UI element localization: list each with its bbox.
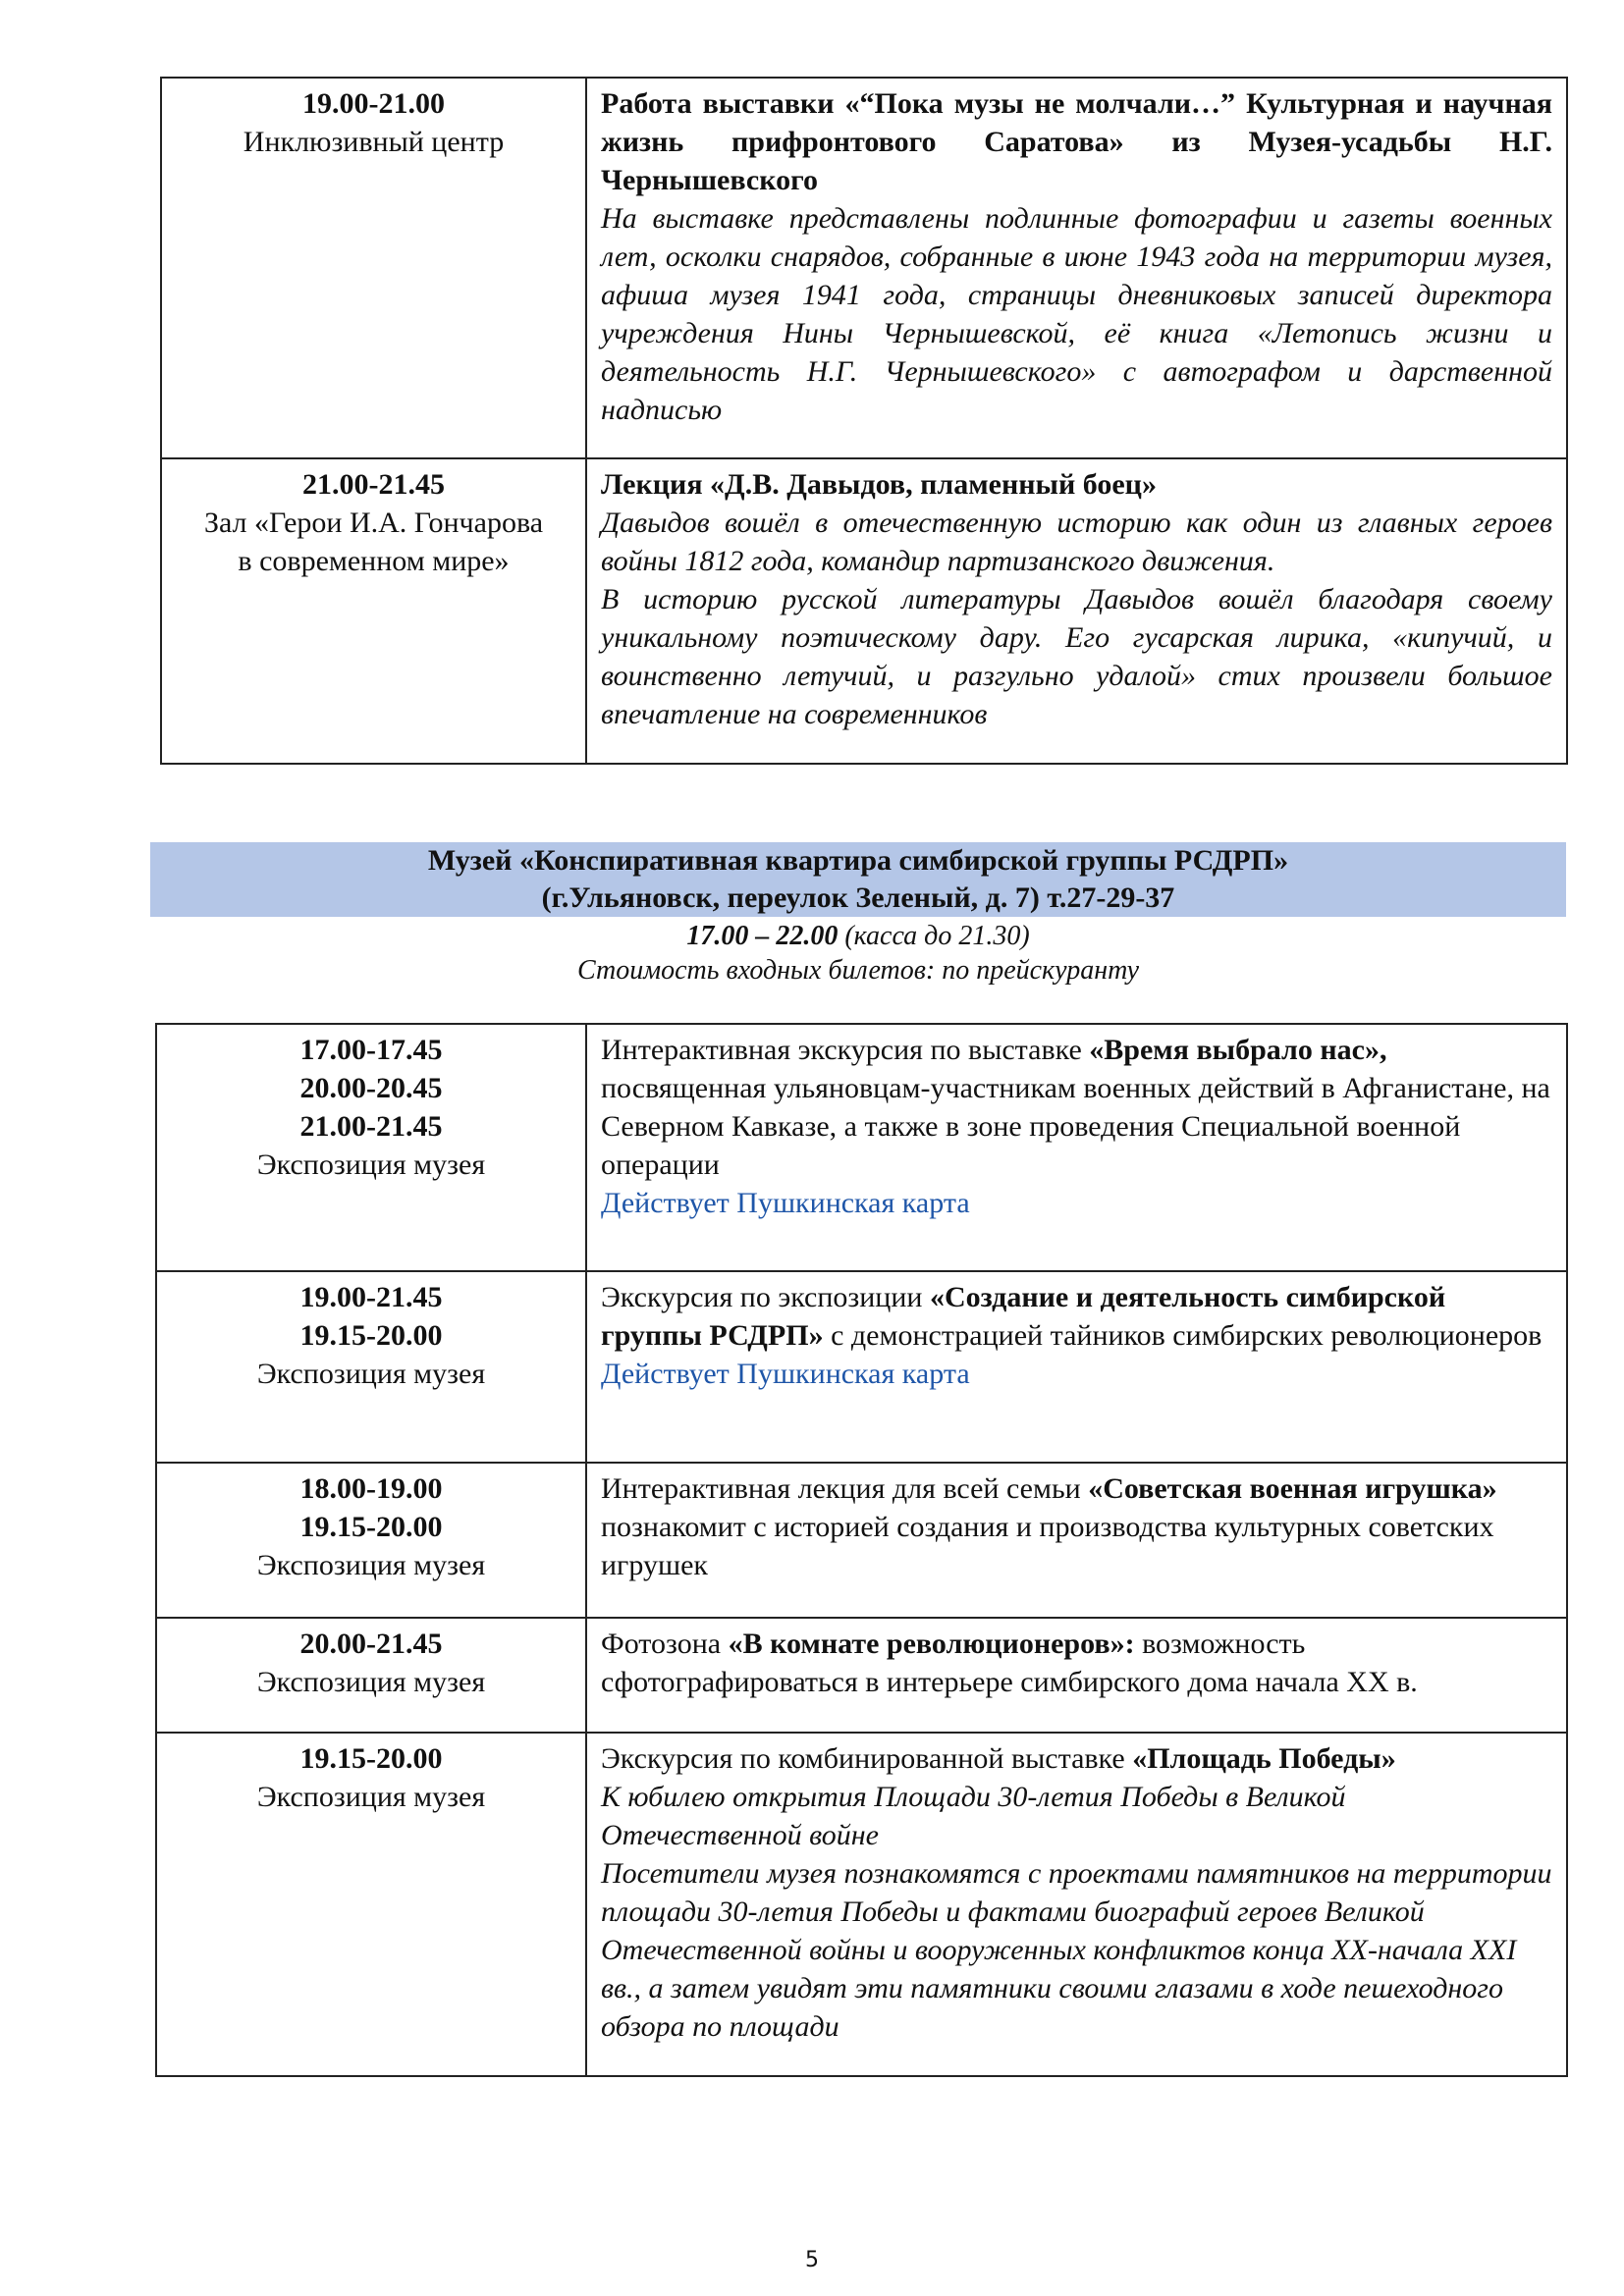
event-description: В историю русской литературы Давыдов вошёл благодаря своему уникальному поэтическому дару. Его гусарская лирика, «кипучий, и воинственно летучий, и разгульно удалой» стих произвели большое впечатление на современников bbox=[601, 583, 1552, 730]
hours-note: (касса до 21.30) bbox=[838, 921, 1030, 951]
event-title: «Создание и деятельность симбирской группы РСДРП» bbox=[601, 1281, 1446, 1352]
event-title: «Время выбрало нас», bbox=[1089, 1034, 1387, 1066]
time-place-cell bbox=[156, 1463, 586, 1618]
event-place: Инклюзивный центр bbox=[243, 126, 505, 158]
time-place-cell bbox=[161, 458, 586, 764]
event-time: 18.00-19.00 bbox=[299, 1472, 443, 1505]
museum-hours bbox=[150, 919, 1566, 954]
event-text: с демонстрацией тайников симбирских революционеров bbox=[823, 1319, 1543, 1352]
schedule-table-1 bbox=[160, 77, 1568, 765]
event-description-cell bbox=[586, 1024, 1567, 1271]
event-text: познакомит с историей создания и производства культурных советских игрушек bbox=[601, 1511, 1494, 1581]
hours-time: 17.00 – 22.00 bbox=[686, 921, 839, 951]
event-time: 19.00-21.45 bbox=[299, 1281, 443, 1313]
event-time: 20.00-21.45 bbox=[299, 1628, 443, 1660]
table-row bbox=[156, 1618, 1567, 1733]
table-row bbox=[156, 1024, 1567, 1271]
event-text: Интерактивная экскурсия по выставке bbox=[601, 1034, 1090, 1066]
time-place-cell bbox=[156, 1024, 586, 1271]
event-place: Экспозиция музея bbox=[256, 1781, 486, 1813]
event-description: К юбилею открытия Площади 30-летия Победы в Великой Отечественной войне bbox=[601, 1781, 1346, 1851]
event-time: 19.00-21.00 bbox=[302, 87, 445, 120]
event-title: «Советская военная игрушка» bbox=[1088, 1472, 1497, 1505]
event-text: возможность сфотографироваться в интерьере симбирского дома начала XX в. bbox=[601, 1628, 1418, 1698]
table-row bbox=[161, 78, 1567, 458]
time-place-cell bbox=[156, 1618, 586, 1733]
event-place: Экспозиция музея bbox=[256, 1358, 486, 1390]
event-place: Экспозиция музея bbox=[256, 1666, 486, 1698]
event-place: в современном мире» bbox=[238, 545, 510, 577]
event-title: Лекция «Д.В. Давыдов, пламенный боец» bbox=[601, 468, 1157, 501]
ticket-price: Стоимость входных билетов: по прейскуранту bbox=[576, 955, 1140, 986]
museum-address: (г.Ульяновск, переулок Зеленый, д. 7) т.27-29-37 bbox=[541, 881, 1175, 914]
museum-header-banner bbox=[150, 842, 1566, 917]
time-place-cell bbox=[156, 1271, 586, 1463]
table-row bbox=[156, 1463, 1567, 1618]
event-time: 19.15-20.00 bbox=[299, 1319, 443, 1352]
table-row bbox=[156, 1271, 1567, 1463]
event-title: «Площадь Победы» bbox=[1132, 1742, 1396, 1775]
event-text: Интерактивная лекция для всей семьи bbox=[601, 1472, 1089, 1505]
event-description: Посетители музея познакомятся с проектами памятников на территории площади 30-летия Победы и фактами биографий героев Великой Отечественной войны и вооруженных конфликтов конца XX-начала XXI вв., а затем увидят эти памятники своими глазами в ходе пешеходного обзора по площади bbox=[601, 1857, 1552, 2043]
event-description-cell bbox=[586, 1618, 1567, 1733]
time-place-cell bbox=[156, 1733, 586, 2076]
event-text: Фотозона bbox=[601, 1628, 729, 1660]
event-time: 19.15-20.00 bbox=[299, 1511, 443, 1543]
event-description-cell bbox=[586, 458, 1567, 764]
event-text: Экскурсия по комбинированной выставке bbox=[601, 1742, 1133, 1775]
event-title: «В комнате революционеров»: bbox=[728, 1628, 1135, 1660]
time-place-cell bbox=[161, 78, 586, 458]
event-description-cell bbox=[586, 1463, 1567, 1618]
event-description-cell bbox=[586, 1271, 1567, 1463]
event-place: Экспозиция музея bbox=[256, 1549, 486, 1581]
event-description: На выставке представлены подлинные фотографии и газеты военных лет, осколки снарядов, собранные в июне 1943 года на территории музея, афиша музея 1941 года, страницы дневниковых записей директора учреждения Нины Чернышевской, её книга «Летопись жизни и деятельность Н.Г. Чернышевского» с автографом и дарственной надписью bbox=[601, 202, 1552, 426]
event-text: посвященная ульяновцам-участникам военных действий в Афганистане, на Северном Кавказе, а также в зоне проведения Специальной военной операции bbox=[601, 1072, 1550, 1181]
museum-name: Музей «Конспиративная квартира симбирской группы РСДРП» bbox=[427, 844, 1289, 877]
event-time: 19.15-20.00 bbox=[299, 1742, 443, 1775]
event-time: 17.00-17.45 bbox=[299, 1034, 443, 1066]
event-time: 20.00-20.45 bbox=[299, 1072, 443, 1104]
table-row bbox=[161, 458, 1567, 764]
pushkin-card-note: Действует Пушкинская карта bbox=[601, 1187, 970, 1219]
event-place: Зал «Герои И.А. Гончарова bbox=[203, 507, 544, 539]
event-place: Экспозиция музея bbox=[256, 1148, 486, 1181]
event-time: 21.00-21.45 bbox=[302, 468, 445, 501]
event-description-cell bbox=[586, 78, 1567, 458]
event-title: Работа выставки «“Пока музы не молчали…” Культурная и научная жизнь прифронтового Саратова» из Музея-усадьбы Н.Г. Чернышевского bbox=[601, 87, 1552, 196]
pushkin-card-note: Действует Пушкинская карта bbox=[601, 1358, 970, 1390]
event-time: 21.00-21.45 bbox=[299, 1110, 443, 1143]
event-description: Давыдов вошёл в отечественную историю как один из главных героев войны 1812 года, командир партизанского движения. bbox=[601, 507, 1552, 577]
schedule-table-2 bbox=[155, 1023, 1568, 2077]
event-description-cell bbox=[586, 1733, 1567, 2076]
table-row bbox=[156, 1733, 1567, 2076]
event-text: Экскурсия по экспозиции bbox=[601, 1281, 930, 1313]
page-number: 5 bbox=[805, 2248, 819, 2272]
